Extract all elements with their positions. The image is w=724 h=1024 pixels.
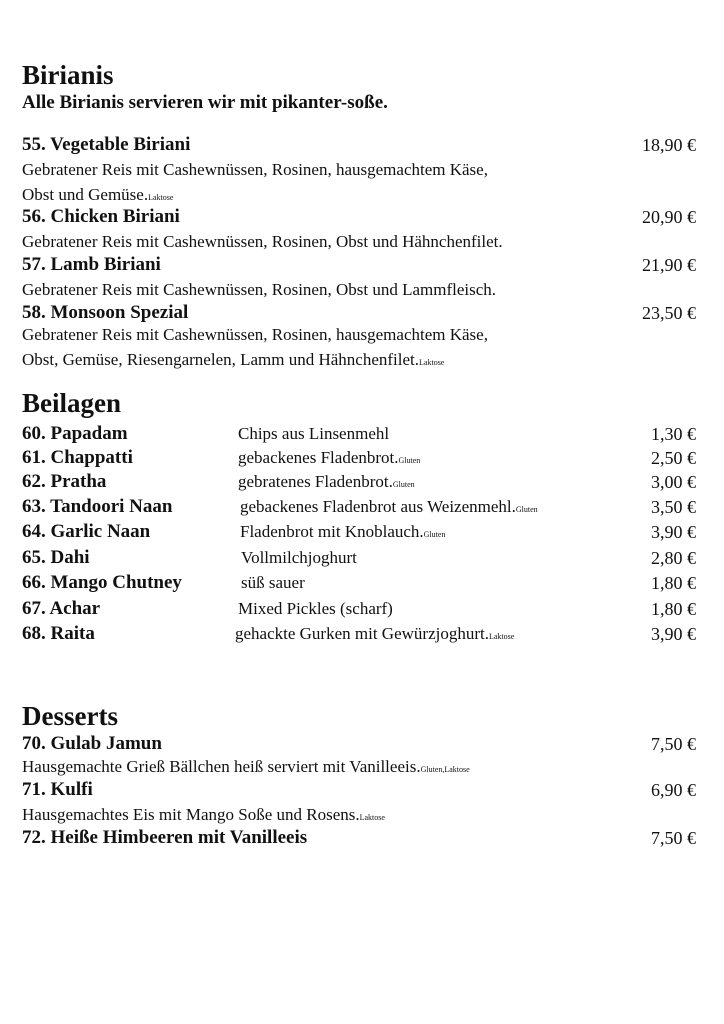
menu-item-description: [22, 157, 642, 210]
section-subtitle-birianis: Alle Birianis servieren wir mit pikanter-soße.: [22, 92, 388, 113]
menu-item-price: 18,90 €: [642, 135, 696, 155]
allergen-tag: Laktose: [148, 193, 174, 202]
menu-item-name: 58. Monsoon Spezial: [22, 302, 189, 323]
side-item-description: Mixed Pickles (scharf): [238, 599, 393, 618]
allergen-tag: Gluten: [423, 530, 446, 539]
side-item-description: gehackte Gurken mit Gewürzjoghurt.Laktose: [235, 624, 515, 643]
side-item-name: 60. Papadam: [22, 423, 128, 444]
side-item-name: 68. Raita: [22, 623, 95, 644]
side-item-description: gebackenes Fladenbrot.Gluten: [238, 448, 421, 467]
side-item-name: 62. Pratha: [22, 471, 107, 492]
menu-item-price: 20,90 €: [642, 207, 696, 227]
side-item-name: 66. Mango Chutney: [22, 572, 182, 593]
side-item-name: 61. Chappatti: [22, 447, 133, 468]
allergen-tag: Gluten,Laktose: [420, 765, 470, 774]
side-item-description: Chips aus Linsenmehl: [238, 424, 390, 443]
allergen-tag: Laktose: [488, 632, 515, 641]
description-line: Gebratener Reis mit Cashewnüssen, Rosinen, Obst und Lammfleisch.: [22, 280, 497, 299]
menu-item-name: 57. Lamb Biriani: [22, 254, 161, 275]
menu-item-price: 6,90 €: [651, 780, 696, 800]
side-item-name: 67. Achar: [22, 598, 101, 619]
menu-item-description: Hausgemachtes Eis mit Mango Soße und Rosens.Laktose: [22, 805, 385, 824]
menu-item-price: 23,50 €: [642, 303, 696, 323]
allergen-tag: Gluten: [398, 456, 421, 465]
menu-item-description: [22, 322, 642, 375]
section-title-beilagen: Beilagen: [22, 388, 121, 418]
allergen-tag: Laktose: [419, 358, 445, 367]
side-item-description: Vollmilchjoghurt: [241, 548, 357, 567]
side-item-price: 1,30 €: [651, 424, 696, 444]
menu-item-description: [22, 229, 642, 254]
side-item-price: 3,90 €: [651, 522, 696, 542]
description-line: Gebratener Reis mit Cashewnüssen, Rosinen, hausgemachtem Käse,: [22, 160, 488, 179]
description-line: Obst, Gemüse, Riesengarnelen, Lamm und Hähnchenfilet.Laktose: [22, 350, 445, 369]
side-item-name: 63. Tandoori Naan: [22, 496, 173, 517]
side-item-price: 1,80 €: [651, 573, 696, 593]
side-item-name: 65. Dahi: [22, 547, 90, 568]
side-item-description: gebackenes Fladenbrot aus Weizenmehl.Gluten: [240, 497, 538, 516]
menu-item-name: 55. Vegetable Biriani: [22, 134, 191, 155]
description-line: Gebratener Reis mit Cashewnüssen, Rosinen, hausgemachtem Käse,: [22, 325, 488, 344]
side-item-price: 3,90 €: [651, 624, 696, 644]
allergen-tag: Gluten: [392, 480, 415, 489]
allergen-tag: Gluten: [515, 505, 538, 514]
description-line: Obst und Gemüse.Laktose: [22, 185, 174, 204]
side-item-price: 3,00 €: [651, 472, 696, 492]
side-item-description: gebratenes Fladenbrot.Gluten: [238, 472, 415, 491]
menu-item-description: Hausgemachte Grieß Bällchen heiß serviert mit Vanilleeis.Gluten,Laktose: [22, 757, 470, 776]
section-title-birianis: Birianis: [22, 60, 114, 90]
section-title-desserts: Desserts: [22, 701, 118, 731]
menu-item-price: 7,50 €: [651, 828, 696, 848]
side-item-price: 2,80 €: [651, 548, 696, 568]
allergen-tag: Laktose: [359, 813, 385, 822]
side-item-price: 3,50 €: [651, 497, 696, 517]
side-item-price: 1,80 €: [651, 599, 696, 619]
menu-item-name: 56. Chicken Biriani: [22, 206, 180, 227]
menu-item-name: 71. Kulfi: [22, 779, 93, 800]
menu-item-name: 70. Gulab Jamun: [22, 733, 162, 754]
menu-item-description: [22, 277, 642, 302]
description-line: Gebratener Reis mit Cashewnüssen, Rosinen, Obst und Hähnchenfilet.: [22, 232, 503, 251]
menu-item-name: 72. Heiße Himbeeren mit Vanilleeis: [22, 827, 308, 848]
menu-item-price: 21,90 €: [642, 255, 696, 275]
menu-item-price: 7,50 €: [651, 734, 696, 754]
side-item-price: 2,50 €: [651, 448, 696, 468]
side-item-description: Fladenbrot mit Knoblauch.Gluten: [240, 522, 446, 541]
side-item-name: 64. Garlic Naan: [22, 521, 151, 542]
side-item-description: süß sauer: [241, 573, 305, 592]
